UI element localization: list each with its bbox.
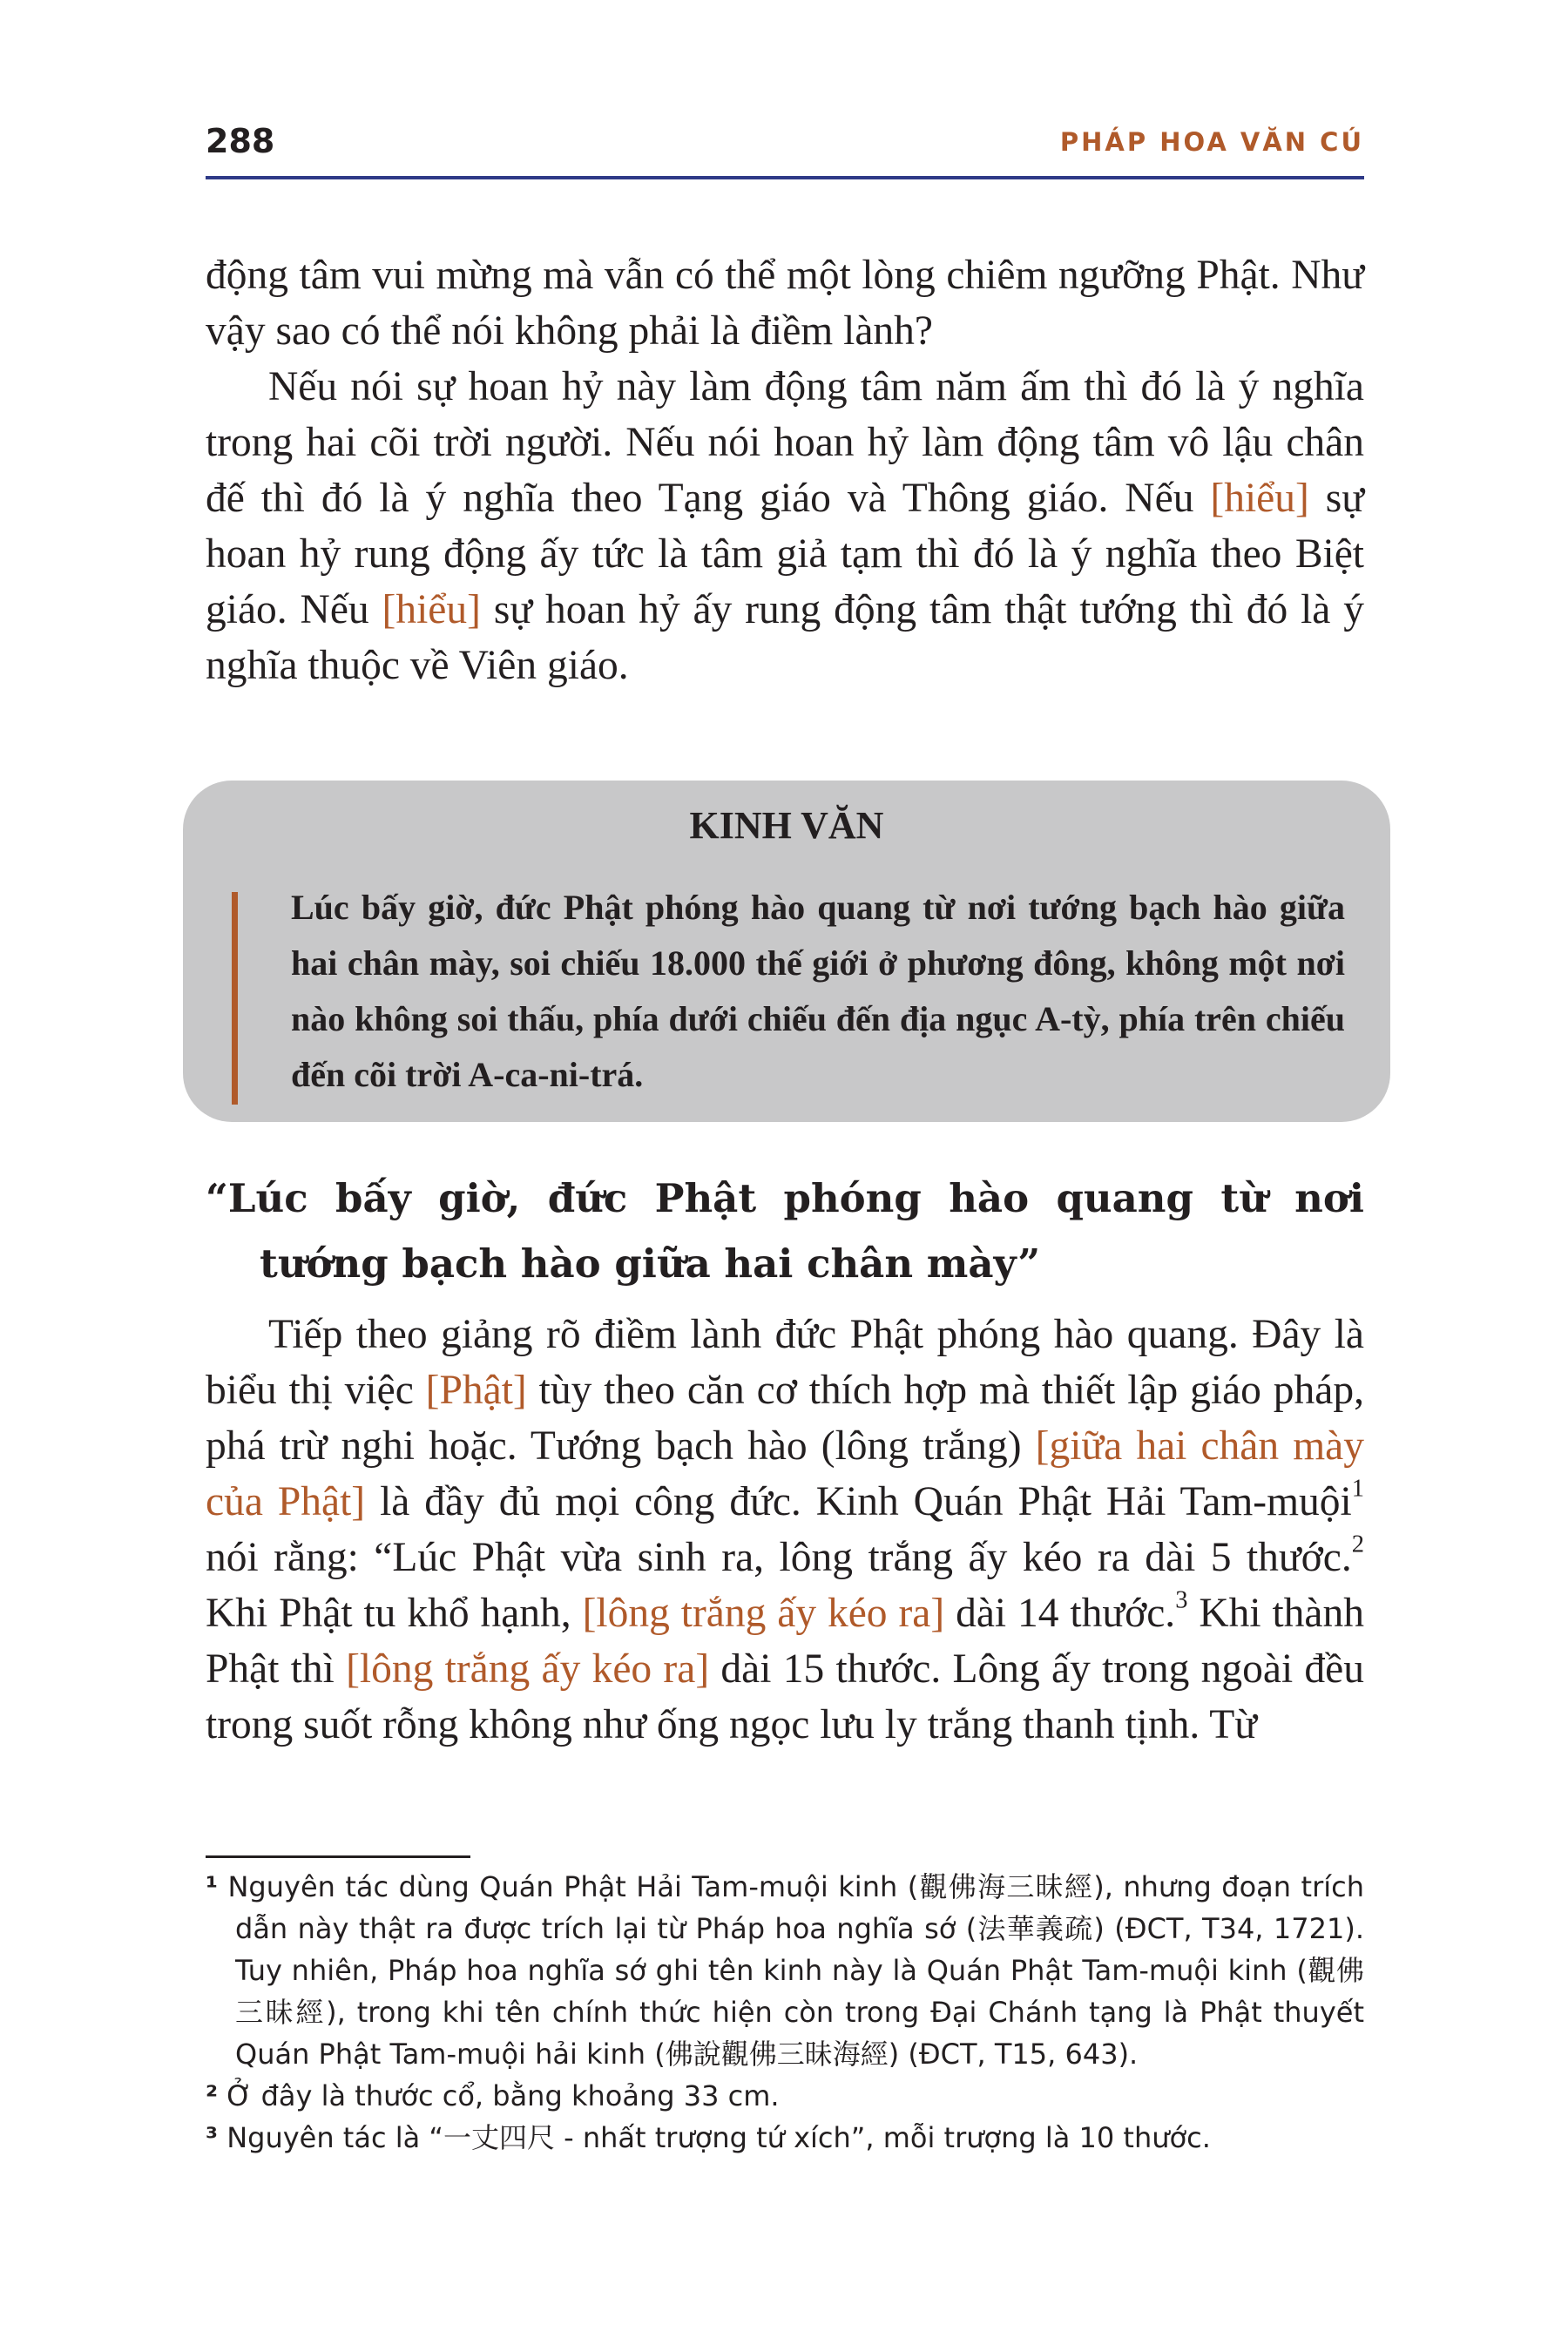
section-heading: “Lúc bấy giờ, đức Phật phóng hào quang từ nơi tướng bạch hào giữa hai chân mày”: [206, 1175, 1364, 1287]
text-run: tùy theo căn cơ thích hợp mà thiết lập giáo pháp, phá trừ nghi hoặc. Tướng bạch hào (lông trắng): [206, 1368, 1364, 1469]
text-run: Tiếp theo giảng rõ điềm lành đức Phật phóng hào quang. Đây là biểu thị việc: [206, 1312, 1364, 1413]
scripture-accent-bar: [232, 892, 238, 1105]
scripture-box: [183, 781, 1390, 1122]
footnote-mark: ²: [206, 2079, 219, 2112]
footnote-mark: ¹: [206, 1870, 219, 1903]
editorial-bracket: [giữa hai chân mày của Phật]: [206, 1423, 1364, 1524]
text-run: sự hoan hỷ ấy rung động tâm thật tướng thì đó là ý nghĩa thuộc về Viên giáo.: [206, 587, 1364, 688]
editorial-bracket: [hiểu]: [382, 587, 481, 632]
footnote-text: Nguyên tác dùng Quán Phật Hải Tam-muội kinh (觀佛海三昧經), nhưng đoạn trích dẫn này thật ra được trích lại từ Pháp hoa nghĩa sớ (法華義疏) (ĐCT, T34, 1721). Tuy nhiên, Pháp hoa nghĩa sớ ghi tên kinh này là Quán Phật Tam-muội kinh (觀佛三昧經), trong khi tên chính thức hiện còn trong Đại Chánh tạng là Phật thuyết Quán Phật Tam-muội hải kinh (佛說觀佛三昧海經) (ĐCT, T15, 643).: [227, 1870, 1364, 2071]
scripture-heading: KINH VĂN: [689, 804, 884, 847]
footnote-3: [206, 2117, 1364, 2159]
text-run: Khi Phật tu khổ hạnh,: [206, 1591, 583, 1636]
footnotes: [206, 1866, 1364, 2159]
text-run: Khi thành Phật thì: [206, 1591, 1365, 1692]
page-header: [206, 115, 1364, 179]
footnote-1: [206, 1866, 1364, 2075]
page-number: 288: [206, 122, 275, 160]
text-run: sự hoan hỷ rung động ấy tức là tâm giả tạm thì đó là ý nghĩa theo Biệt giáo. Nếu: [206, 476, 1364, 632]
scripture-text: Lúc bấy giờ, đức Phật phóng hào quang từ nơi tướng bạch hào giữa hai chân mày, soi chiếu 18.000 thế giới ở phương đông, không một nơi nào không soi thấu, phía dưới chiếu đến địa ngục A-tỳ, phía trên chiếu đến cõi trời A-ca-ni-trá.: [291, 888, 1345, 1094]
commentary-paragraph: [206, 1307, 1364, 1753]
editorial-bracket: [Phật]: [425, 1368, 527, 1413]
text-run: Nếu nói sự hoan hỷ này làm động tâm năm ấm thì đó là ý nghĩa trong hai cõi trời người. Nếu nói hoan hỷ làm động tâm vô lậu chân đế thì đó là ý nghĩa theo Tạng giáo và Thông giáo. Nếu: [206, 364, 1364, 521]
running-title: PHÁP HOA VĂN CÚ: [1059, 127, 1364, 157]
text-run: dài 14 thước.: [944, 1591, 1176, 1636]
editorial-bracket: [hiểu]: [1210, 476, 1309, 521]
footnote-ref-2[interactable]: 2: [1351, 1531, 1364, 1558]
text-run: nói rằng: “Lúc Phật vừa sinh ra, lông trắng ấy kéo ra dài 5 thước.: [206, 1535, 1352, 1580]
text-run: là đầy đủ mọi công đức. Kinh Quán Phật Hải Tam-muội: [365, 1479, 1352, 1524]
intro-paragraph-1: động tâm vui mừng mà vẫn có thể một lòng chiêm ngưỡng Phật. Như vậy sao có thể nói không phải là điềm lành?: [206, 253, 1364, 354]
footnote-ref-1[interactable]: 1: [1351, 1475, 1364, 1503]
footnote-ref-3[interactable]: 3: [1175, 1586, 1188, 1614]
commentary-text: [206, 1307, 1364, 1753]
footnote-text: Ở đây là thước cổ, bằng khoảng 33 cm.: [226, 2079, 780, 2112]
footnote-text: Nguyên tác là “一丈四尺 - nhất trượng tứ xích”, mỗi trượng là 10 thước.: [226, 2121, 1211, 2154]
footnote-divider: [206, 1855, 470, 1858]
intro-paragraph-2: [206, 359, 1364, 693]
footnote-2: [206, 2075, 1364, 2117]
editorial-bracket: [lông trắng ấy kéo ra]: [346, 1646, 710, 1692]
text-run: dài 15 thước. Lông ấy trong ngoài đều trong suốt rỗng không như ống ngọc lưu ly trắng thanh tịnh. Từ: [206, 1646, 1365, 1747]
footnote-mark: ³: [206, 2121, 219, 2154]
intro-text: [206, 247, 1364, 693]
editorial-bracket: [lông trắng ấy kéo ra]: [582, 1591, 945, 1636]
